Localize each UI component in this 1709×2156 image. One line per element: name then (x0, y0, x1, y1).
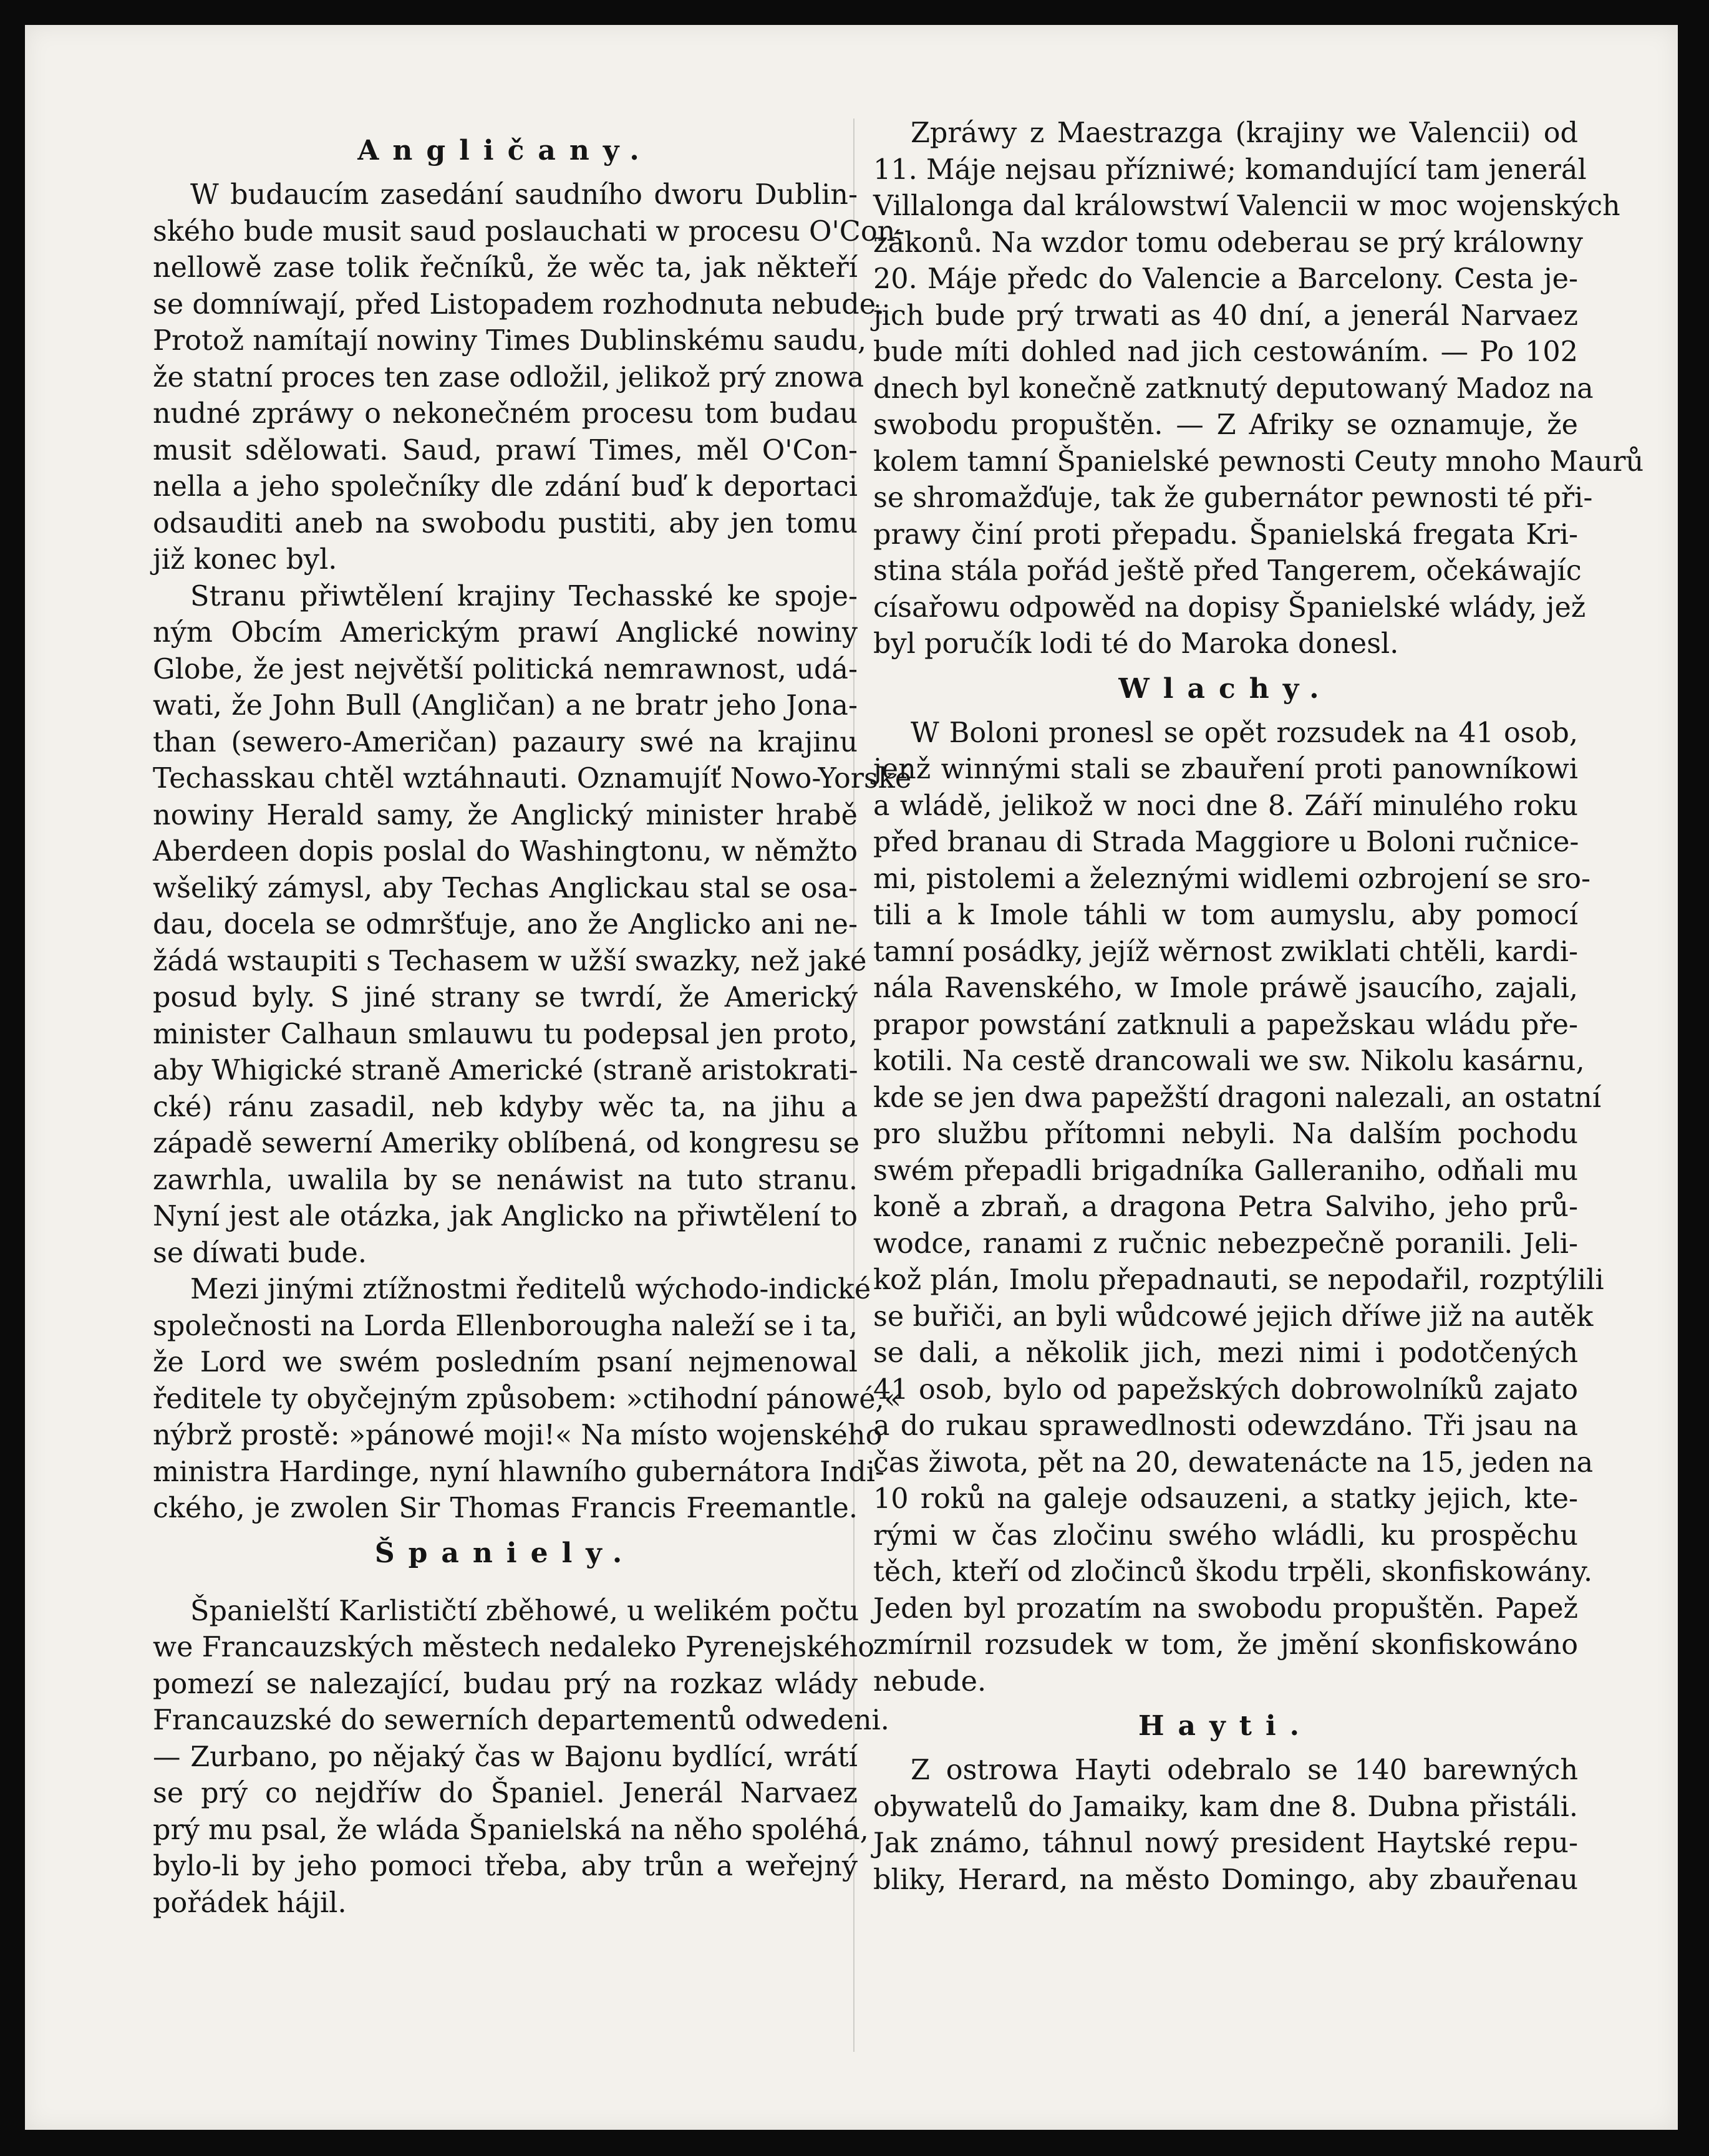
text-line: zmírnil rozsudek w tom, že jmění skonfiskowáno (873, 1629, 1578, 1661)
text-line: Techasskau chtěl wztáhnauti. Oznamujíť Nowo-Yorské (153, 763, 912, 795)
text-line: swém přepadli brigadníka Galleraniho, odňali mu (873, 1154, 1578, 1187)
text-line: byl poručík lodi té do Maroka donesl. (873, 628, 1399, 660)
text-line: Mezi jinými ztížnostmi ředitelů wýchodo-indické (190, 1274, 871, 1305)
text-line: že Lord we swém posledním psaní nejmenowal (153, 1346, 858, 1378)
text-line: dnech byl konečně zatknutý deputowaný Madoz na (873, 372, 1594, 405)
text-line: wodce, ranami z ručnic nebezpečně poranili. Jeli- (873, 1227, 1578, 1260)
text-line: W Boloni pronesl se opět rozsudek na 41 osob, (911, 717, 1578, 749)
section-heading: Angličany. (357, 135, 653, 167)
text-line: Jeden byl prozatím na swobodu propuštěn. Papež (873, 1592, 1578, 1625)
text-line: již konec byl. (153, 544, 337, 576)
text-line: Zpráwy z Maestrazga (krajiny we Valencii) od (911, 117, 1578, 149)
text-line: ným Obcím Americkým prawí Anglické nowiny (153, 617, 858, 649)
text-line: aby Whigické straně Americké (straně aristokrati- (153, 1055, 858, 1086)
text-line: a do rukau sprawedlnosti odewzdáno. Tři jsau na (873, 1410, 1578, 1442)
text-line: Stranu přiwtělení krajiny Techasské ke spoje- (190, 580, 858, 612)
text-line: Španielští Karlističtí zběhowé, u welikém počtu (190, 1595, 859, 1627)
text-line: swobodu propuštěn. — Z Afriky se oznamuje, že (873, 409, 1578, 441)
text-line: Francauzské do sewerních departementů odwedeni. (153, 1704, 889, 1736)
text-line: nella a jeho společníky dle zdání buď k deportaci (153, 471, 858, 503)
text-line: se dali, a několik jich, mezi nimi i podotčených (873, 1337, 1578, 1369)
text-line: nebude. (873, 1665, 987, 1698)
text-line: bylo-li by jeho pomoci třeba, aby trůn a weřejný (153, 1850, 858, 1882)
text-line: 10 roků na galeje odsauzeni, a statky jejich, kte- (873, 1483, 1578, 1515)
text-line: Nyní jest ale otázka, jak Anglicko na přiwtělení to (153, 1201, 858, 1232)
text-line: mi, pistolemi a železnými widlemi ozbrojení se sro- (873, 863, 1591, 895)
text-line: odsauditi aneb na swobodu pustiti, aby jen tomu (153, 507, 858, 539)
text-line: zákonů. Na wzdor tomu odeberau se prý králowny (873, 226, 1583, 259)
text-line: cké) ránu zasadil, neb kdyby wěc ta, na jihu a (153, 1091, 858, 1123)
text-line: se díwati bude. (153, 1237, 367, 1269)
text-line: tili a k Imole táhli w tom aumyslu, aby pomocí (873, 899, 1578, 931)
text-line: Globe, že jest největší politická nemrawnost, udá- (153, 653, 858, 685)
text-line: kolem tamní Španielské pewnosti Ceuty mnoho Maurů (873, 445, 1644, 478)
text-line: posud byly. S jiné strany se twrdí, že Americký (153, 982, 858, 1013)
text-line: wšeliký zámysl, aby Techas Anglickau stal se osa- (153, 872, 858, 904)
text-line: se prý co nejdříw do Španiel. Jenerál Narvaez (153, 1777, 858, 1809)
text-line: Protož namítají nowiny Times Dublinskému saudu, (153, 325, 867, 357)
text-line: musit sdělowati. Saud, prawí Times, měl O'Con- (153, 434, 858, 466)
section-heading: Španiely. (374, 1537, 636, 1569)
text-line: prý mu psal, že wláda Španielská na něho spoléhá, (153, 1814, 869, 1846)
text-line: ského bude musit saud poslauchati w procesu O'Con- (153, 215, 905, 248)
text-line: nowiny Herald samy, že Anglický minister hrabě (153, 799, 858, 831)
section-heading: Wlachy. (1118, 672, 1333, 705)
text-line: rými w čas zločinu swého wládli, ku prospěchu (873, 1519, 1578, 1552)
text-line: žádá wstaupiti s Techasem w užší swazky, než jaké (153, 945, 867, 977)
text-line: zawrhla, uwalila by se nenáwist na tuto stranu. (153, 1164, 858, 1196)
text-line: západě sewerní Ameriky oblíbená, od kongresu se (153, 1128, 860, 1159)
text-line: se shromažďuje, tak že gubernátor pewnosti té při- (873, 482, 1593, 514)
right-column (873, 115, 1644, 1898)
text-line: prawy činí proti přepadu. Španielská fregata Kri- (873, 518, 1578, 551)
text-line: Villalonga dal králowstwí Valencii w moc wojenských (873, 190, 1620, 222)
text-line: Aberdeen dopis poslal do Washingtonu, w němžto (153, 836, 858, 868)
text-line: Z ostrowa Hayti odebralo se 140 barewných (911, 1754, 1578, 1786)
text-line: stina stála pořád ještě před Tangerem, očekáwajíc (873, 555, 1582, 587)
text-line: Jak známo, táhnul nowý president Haytské repu- (873, 1827, 1578, 1859)
text-line: 20. Máje předc do Valencie a Barcelony. Cesta je- (873, 263, 1578, 295)
section-heading: Hayti. (1138, 1710, 1313, 1742)
text-line: than (sewero-Američan) pazaury swé na krajinu (153, 726, 858, 758)
text-line: 11. Máje nejsau přízniwé; komandující tam jenerál (873, 153, 1587, 186)
text-line: pomezí se nalezající, budau prý na rozkaz wlády (153, 1668, 858, 1700)
text-line: 41 osob, bylo od papežských dobrowolníků zajato (873, 1373, 1578, 1406)
text-line: pro službu přítomni nebyli. Na dalším pochodu (873, 1118, 1578, 1150)
text-line: nála Ravenského, w Imole práwě jsaucího, zajali, (873, 972, 1578, 1004)
text-line: nudné zpráwy o nekonečném procesu tom budau (153, 398, 858, 430)
text-line: ckého, je zwolen Sir Thomas Francis Freemantle. (153, 1492, 858, 1524)
text-line: wati, že John Bull (Angličan) a ne bratr jeho Jona- (153, 690, 858, 722)
text-line: těch, kteří od zločinců škodu trpěli, skonfiskowány. (873, 1556, 1593, 1588)
text-line: we Francauzských městech nedaleko Pyrenejského (153, 1632, 874, 1663)
text-line: císařowu odpowěd na dopisy Španielské wlády, jež (873, 591, 1586, 624)
text-line: že statní proces ten zase odložil, jelikož prý znowa (153, 361, 864, 394)
text-line: jich bude prý trwati as 40 dní, a jenerál Narvaez (873, 299, 1578, 332)
left-column (153, 125, 912, 1922)
text-line: pořádek hájil. (153, 1887, 347, 1919)
text-line: a wládě, jelikož w noci dne 8. Září minulého roku (873, 790, 1578, 822)
text-line: kož plán, Imolu přepadnauti, se nepodařil, rozptýlili (873, 1264, 1604, 1296)
text-line: dau, docela se odmršťuje, ano že Anglicko ani ne- (153, 909, 858, 940)
text-line: nýbrž prostě: »pánowé moji!« Na místo wojenského (153, 1419, 883, 1451)
text-line: ředitele ty obyčejným způsobem: »ctihodní pánowé,« (153, 1383, 901, 1415)
text-line: se domníwají, před Listopadem rozhodnuta nebude. (153, 288, 885, 321)
text-line: W budaucím zasedání saudního dworu Dublin- (190, 179, 858, 211)
text-line: bude míti dohled nad jich cestowáním. — Po 102 (873, 336, 1578, 368)
text-line: kde se jen dwa papežští dragoni nalezali, an ostatní (873, 1081, 1602, 1114)
text-line: kotili. Na cestě drancowali we sw. Nikolu kasárnu, (873, 1045, 1585, 1077)
text-line: prapor powstání zatknuli a papežskau wládu pře- (873, 1008, 1578, 1041)
text-line: nellowě zase tolik řečníků, že wěc ta, jak někteří (153, 252, 858, 284)
text-line: se buřiči, an byli wůdcowé jejich dříwe již na autěk (873, 1300, 1594, 1333)
text-line: čas žiwota, pět na 20, dewatenácte na 15, jeden na (873, 1446, 1594, 1479)
newspaper-page (25, 25, 1678, 2130)
text-line: společnosti na Lorda Ellenborougha naleží se i ta, (153, 1310, 858, 1342)
text-line: minister Calhaun smlauwu tu podepsal jen proto, (153, 1018, 858, 1050)
text-line: tamní posádky, jejíž wěrnost zwiklati chtěli, kardi- (873, 935, 1578, 968)
text-line: ministra Hardinge, nyní hlawního gubernátora Indi- (153, 1456, 884, 1488)
spacer (153, 1580, 858, 1593)
text-line: — Zurbano, po nějaký čas w Bajonu bydlící, wrátí (153, 1741, 858, 1773)
text-line: obywatelů do Jamaiky, kam dne 8. Dubna přistáli. (873, 1791, 1578, 1823)
text-line: bliky, Herard, na město Domingo, aby zbauřenau (873, 1864, 1578, 1896)
text-line: koně a zbraň, a dragona Petra Salviho, jeho prů- (873, 1191, 1578, 1223)
text-line: jenž winnými stali se zbauření proti panowníkowi (873, 753, 1578, 785)
text-line: před branau di Strada Maggiore u Boloni ručnice- (873, 826, 1579, 858)
